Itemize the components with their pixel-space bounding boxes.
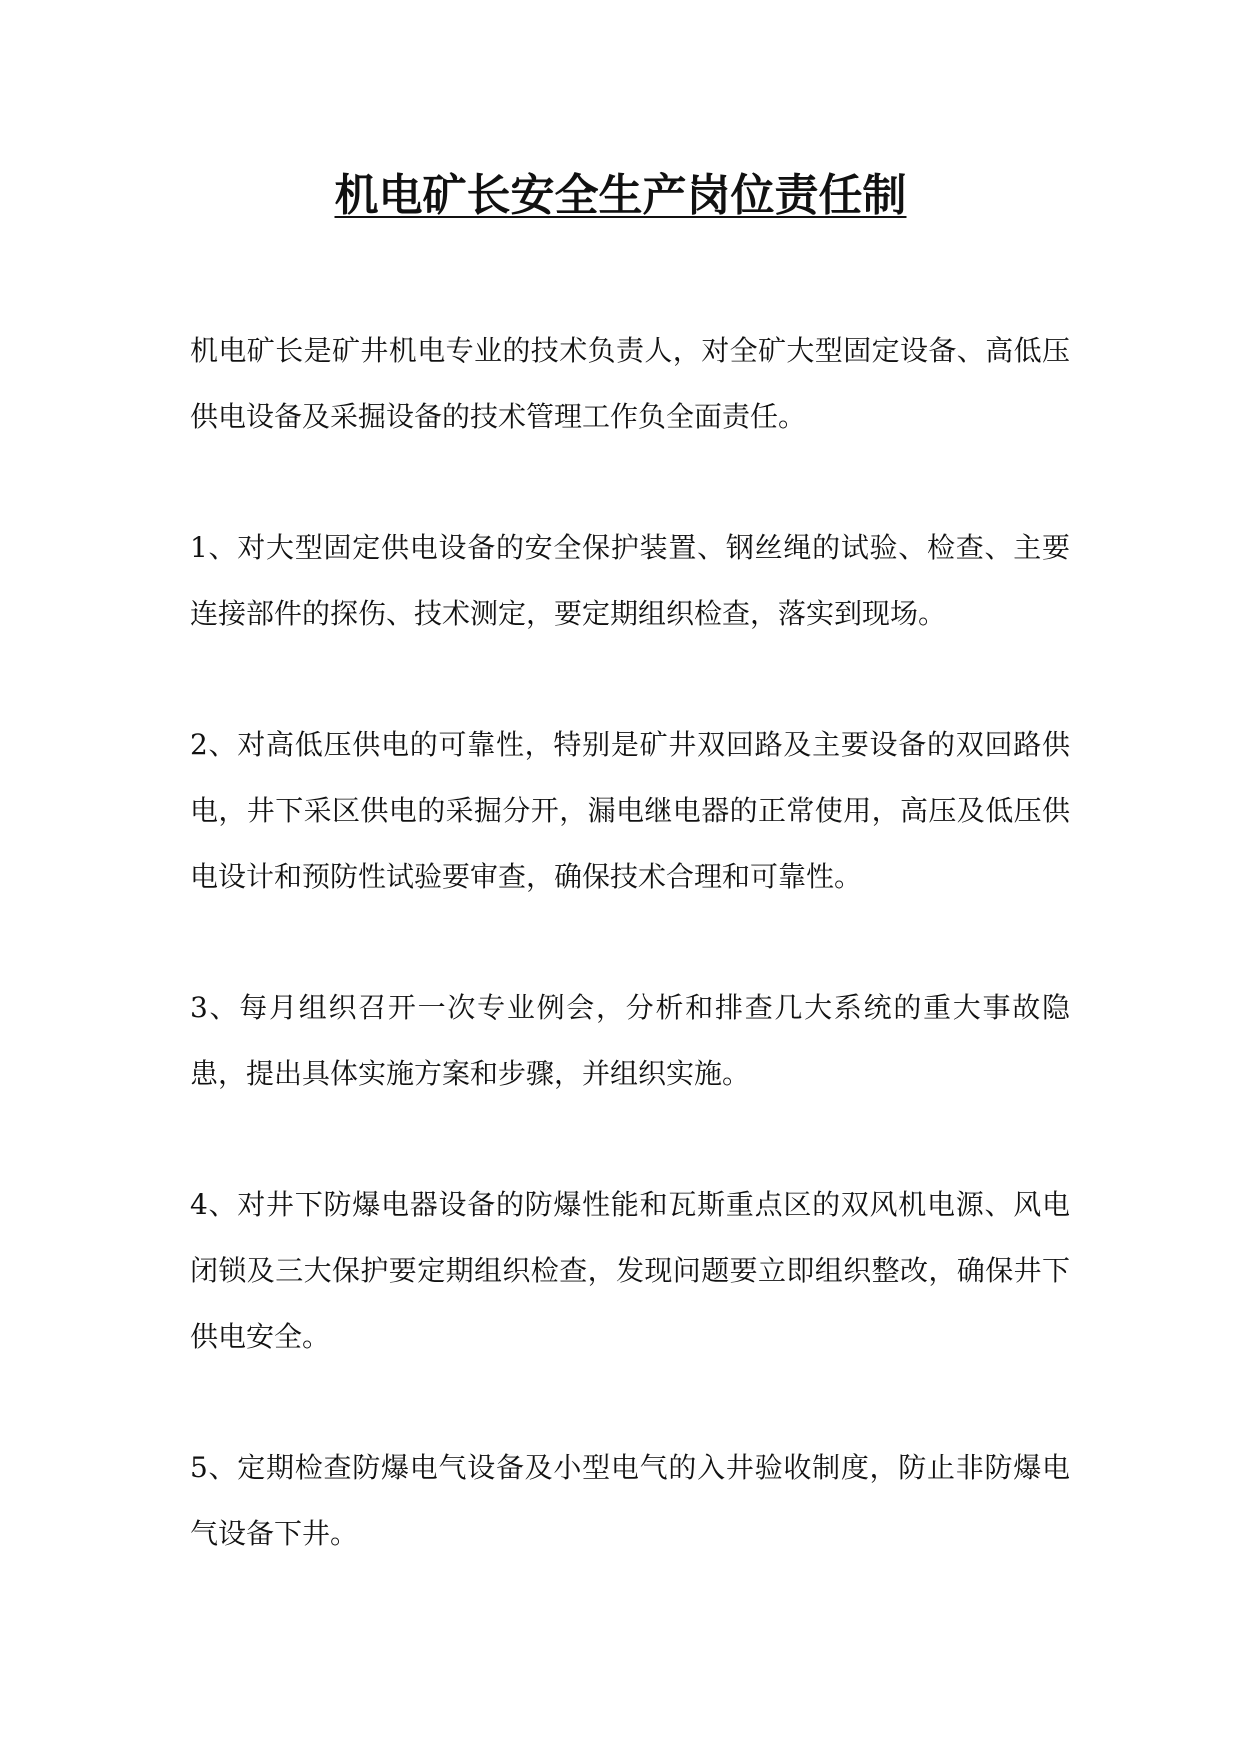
clause-3-paragraph: 3、每月组织召开一次专业例会，分析和排查几大系统的重大事故隐患，提出具体实施方案和步骤，并组织实施。 (190, 991, 1070, 1090)
clause-5-paragraph: 5、定期检查防爆电气设备及小型电气的入井验收制度，防止非防爆电气设备下井。 (190, 1451, 1070, 1550)
intro-paragraph: 机电矿长是矿井机电专业的技术负责人，对全矿大型固定设备、高低压供电设备及采掘设备的技术管理工作负全面责任。 (190, 334, 1070, 433)
clause-2-paragraph: 2、对高低压供电的可靠性，特别是矿井双回路及主要设备的双回路供电，井下采区供电的采掘分开，漏电继电器的正常使用，高压及低压供电设计和预防性试验要审查，确保技术合理和可靠性。 (190, 728, 1070, 893)
document-title-text: 机电矿长安全生产岗位责任制 (334, 170, 907, 221)
clause-4-paragraph: 4、对井下防爆电器设备的防爆性能和瓦斯重点区的双风机电源、风电闭锁及三大保护要定期组织检查，发现问题要立即组织整改，确保井下供电安全。 (190, 1188, 1070, 1353)
document-body (190, 318, 1070, 1632)
clause-1-paragraph: 1、对大型固定供电设备的安全保护装置、钢丝绳的试验、检查、主要连接部件的探伤、技术测定，要定期组织检查，落实到现场。 (190, 531, 1070, 630)
document-title (0, 166, 1241, 226)
